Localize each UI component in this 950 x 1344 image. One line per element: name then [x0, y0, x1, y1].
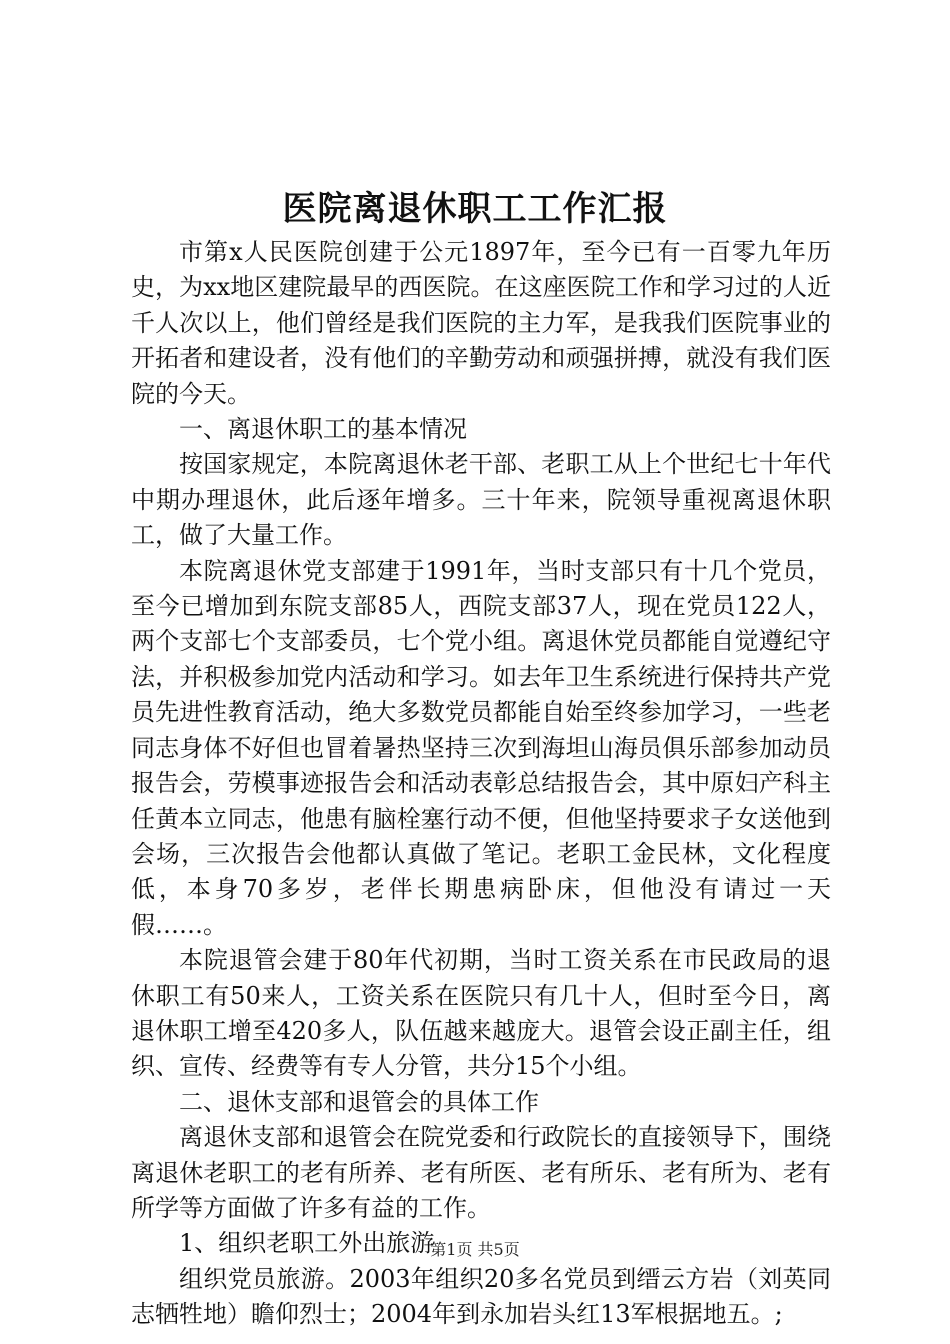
paragraph-party-branch: 本院离退休党支部建于1991年，当时支部只有十几个党员，至今已增加到东院支部85人，西院支部37人，现在党员122人，两个支部七个支部委员，七个党小组。离退休党员都能自觉遵纪守法，并积极参加党内活动和学习。如去年卫生系统进行保持共产党员先进性教育活动，绝大多数党员都能自始至终参加学习，一些老同志身体不好但也冒着暑热坚持三次到海坦山海员俱乐部参加动员报告会，劳模事迹报告会和活动表彰总结报告会，其中原妇产科主任黄本立同志，他患有脑栓塞行动不便，但他坚持要求子女送他到会场，三次报告会他都认真做了笔记。老职工金民林，文化程度低，本身70多岁，老伴长期患病卧床，但他没有请过一天假……。 [131, 556, 831, 939]
paragraph-travel: 组织党员旅游。2003年组织20多名党员到缙云方岩（刘英同志牺牲地）瞻仰烈士；2004年到永加岩头红13军根据地五。; [131, 1264, 831, 1329]
subsection-heading-1: 1、组织老职工外出旅游 [179, 1229, 435, 1258]
paragraph-intro: 市第x人民医院创建于公元1897年，至今已有一百零九年历史，为xx地区建院最早的西医院。在这座医院工作和学习过的人近千人次以上，他们曾经是我们医院的主力军，是我我们医院事业的开拓者和建设者，没有他们的辛勤劳动和顽强拼搏，就没有我们医院的今天。 [131, 238, 831, 408]
paragraph-retirement-policy: 按国家规定，本院离退休老干部、老职工从上个世纪七十年代中期办理退休，此后逐年增多。三十年来，院领导重视离退休职工，做了大量工作。 [131, 450, 831, 550]
paragraph-work-overview: 离退休支部和退管会在院党委和行政院长的直接领导下，围绕离退休老职工的老有所养、老有所医、老有所乐、老有所为、老有所学等方面做了许多有益的工作。 [131, 1123, 831, 1222]
paragraph-retirement-committee: 本院退管会建于80年代初期，当时工资关系在市民政局的退休职工有50来人，工资关系在医院只有几十人，但时至今日，离退休职工增至420多人，队伍越来越庞大。退管会设正副主任，组织、宣传、经费等有专人分管，共分15个小组。 [131, 946, 831, 1081]
section-heading-2: 二、退休支部和退管会的具体工作 [179, 1087, 539, 1116]
document-title: 医院离退休职工工作汇报 [282, 189, 668, 229]
section-heading-1: 一、离退休职工的基本情况 [179, 415, 467, 444]
page-number-footer: 第1页 共5页 [430, 1240, 520, 1259]
document-body [131, 235, 831, 1333]
